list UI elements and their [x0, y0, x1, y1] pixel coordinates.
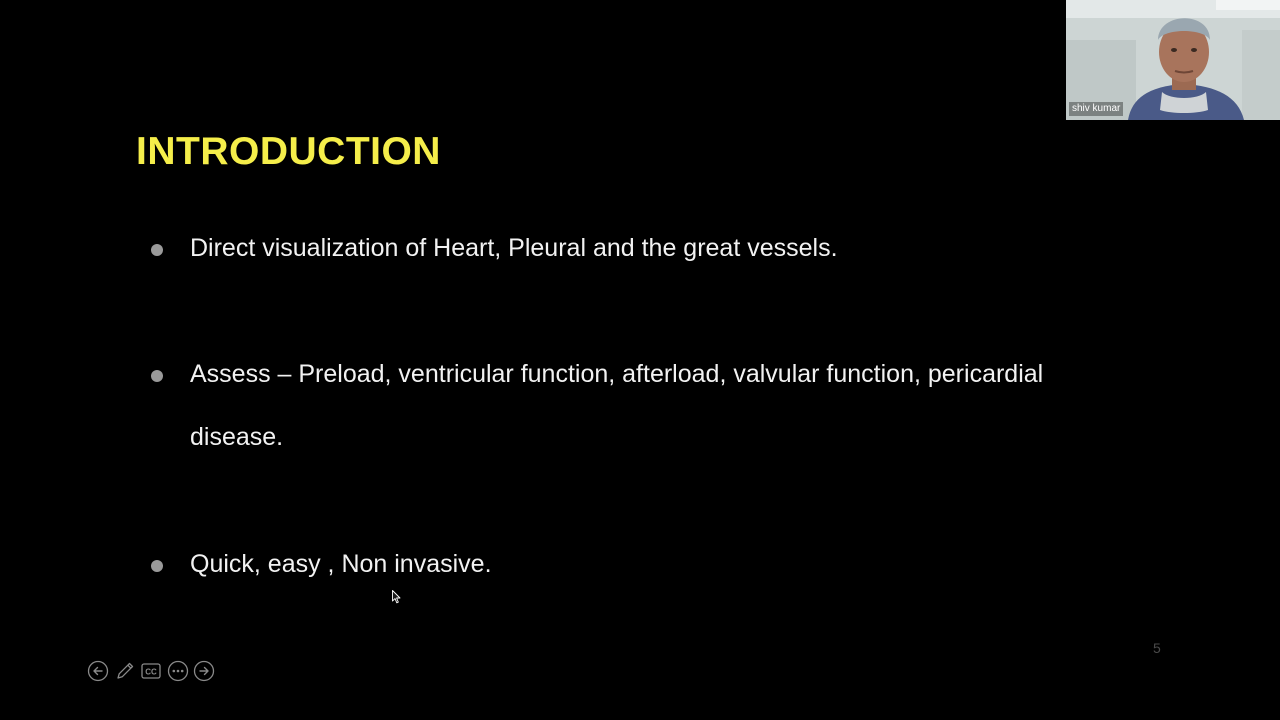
- bullet-item-2-continuation: disease.: [190, 423, 284, 451]
- closed-captions-label: CC: [145, 667, 157, 677]
- bullet-dot-icon: [151, 244, 163, 256]
- pen-tool-button[interactable]: [113, 659, 137, 683]
- next-slide-icon: [193, 660, 215, 682]
- pen-icon: [114, 660, 136, 682]
- bullet-item-2: Assess – Preload, ventricular function, afterload, valvular function, pericardial: [190, 360, 1044, 388]
- previous-slide-button[interactable]: [86, 659, 110, 683]
- bullet-item-1: Direct visualization of Heart, Pleural and the great vessels.: [190, 234, 838, 262]
- closed-captions-button[interactable]: [139, 659, 163, 683]
- more-options-icon: [167, 660, 189, 682]
- bullet-dot-icon: [151, 370, 163, 382]
- more-options-button[interactable]: [166, 659, 190, 683]
- presenter-control-bar: [86, 659, 219, 683]
- slide-page-number: 5: [1153, 640, 1161, 656]
- closed-captions-icon: [140, 660, 162, 682]
- bullet-item-3: Quick, easy , Non invasive.: [190, 550, 492, 578]
- bullet-dot-icon: [151, 560, 163, 572]
- participant-name-label: shiv kumar: [1069, 102, 1123, 116]
- previous-slide-icon: [87, 660, 109, 682]
- mouse-pointer-icon: [392, 590, 401, 604]
- next-slide-button[interactable]: [192, 659, 216, 683]
- slide-title: INTRODUCTION: [136, 130, 441, 173]
